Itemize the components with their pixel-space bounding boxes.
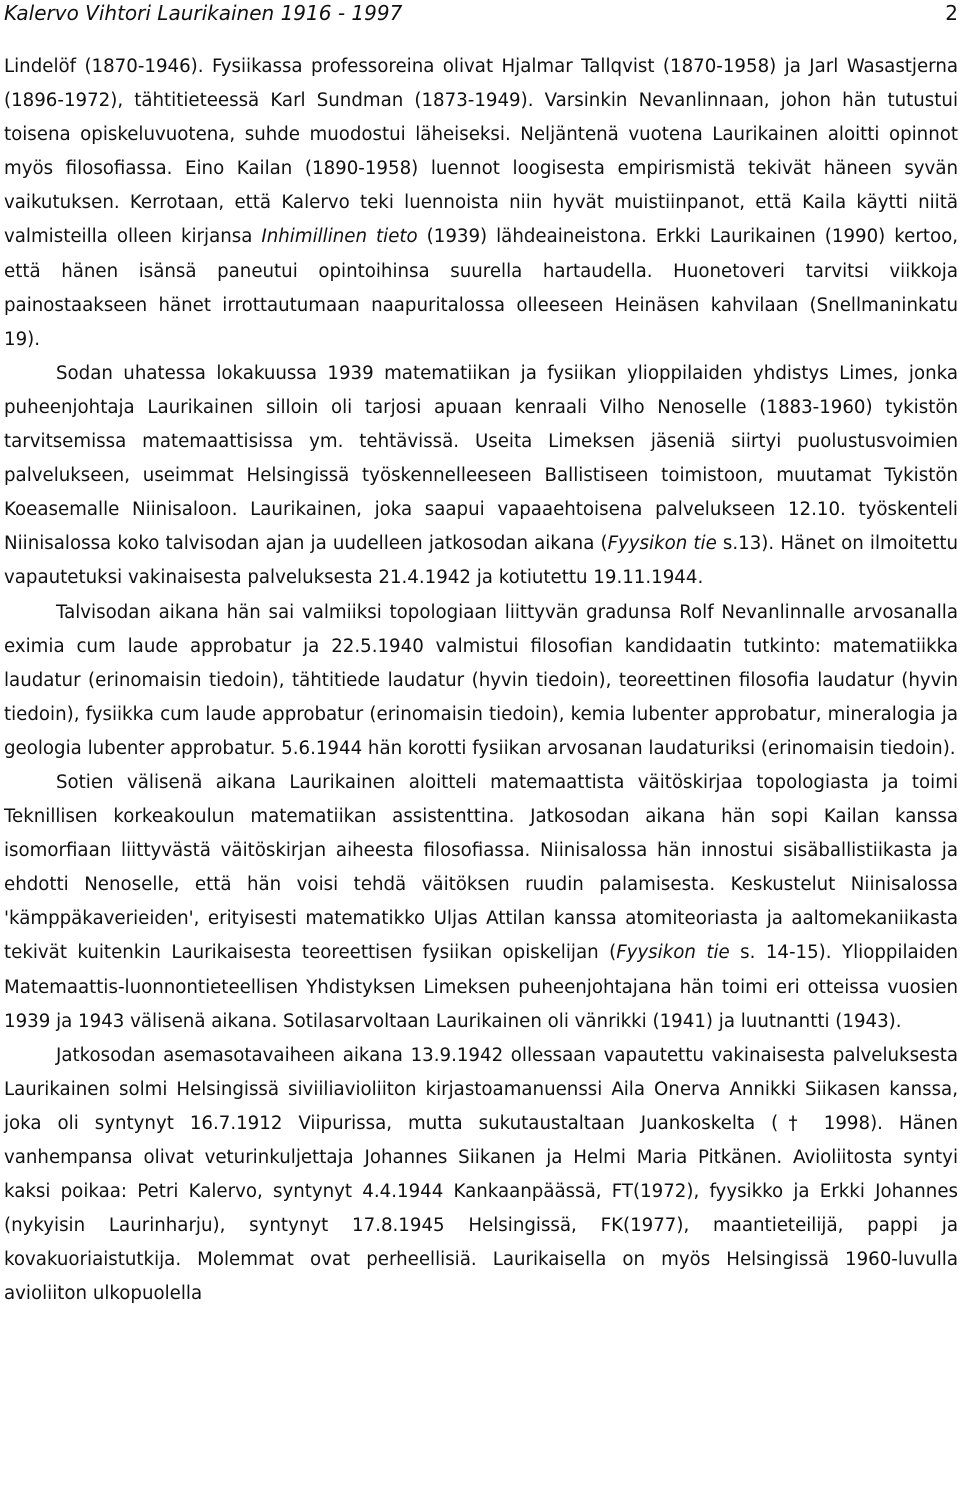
text-run: Lindelöf (1870-1946). Fysiikassa professoreina olivat Hjalmar Tallqvist (1870-1958) ja Jarl Wasastjerna (1896-1972), tähtitieteessä Karl Sundman (1873-1949). Varsinkin Nevanlinnaan, johon hän tutustui toisena opiskeluvuotena, suhde muodostui läheiseksi. Neljäntenä vuotena Laurikainen aloitti opinnot myös filosofiassa. Eino Kailan (1890-1958) luennot loogisesta empirismistä tekivät häneen syvän vaikutuksen. Kerrotaan, että Kalervo teki luennoista niin hyvät muistiinpanot, että Kaila käytti niitä valmisteilla olleen kirjansa bbox=[4, 56, 958, 248]
header-title: Kalervo Vihtori Laurikainen 1916 - 1997 bbox=[4, 1, 403, 25]
body-text bbox=[4, 50, 958, 1311]
text-run: Sodan uhatessa lokakuussa 1939 matematiikan ja fysiikan ylioppilaiden yhdistys Limes, jonka puheenjohtaja Laurikainen silloin oli tarjosi apuaan kenraali Vilho Nenoselle (1883-1960) tykistön tarvitsemissa matemaattisissa ym. tehtävissä. Useita Limeksen jäseniä siirtyi puolustusvoimien palvelukseen, useimmat Helsingissä työskennelleeseen Ballistiseen toimistoon, muutamat Tykistön Koeasemalle Niinisaloon. Laurikainen, joka saapui vapaaehtoisena palvelukseen 12.10. työskenteli Niinisalossa koko talvisodan ajan ja uudelleen jatkosodan aikana ( bbox=[4, 362, 958, 555]
book-title: Fyysikon tie bbox=[616, 942, 730, 964]
paragraph bbox=[4, 1039, 958, 1312]
text-run: s.13). Hänet on ilmoitettu vapautetuksi vakinaisesta palveluksesta 21.4.1942 ja kotiutettu 19.11.1944. bbox=[4, 533, 959, 589]
paragraph bbox=[4, 357, 958, 596]
page-number: 2 bbox=[945, 1, 958, 25]
paragraph bbox=[4, 766, 958, 1039]
paragraph bbox=[4, 596, 958, 766]
text-run: s. 14-15). Ylioppilaiden Matemaattis-luonnontieteellisen Yhdistyksen Limeksen puheenjohtajana hän toimi eri otteissa vuosien 1939 ja 1943 välisenä aikana. Sotilasarvoltaan Laurikainen oli vänrikki (1941) ja luutnantti (1943). bbox=[4, 942, 958, 1032]
document-page bbox=[4, 0, 958, 1311]
paragraph bbox=[4, 50, 958, 357]
text-run: (1939) lähdeaineistona. Erkki Laurikainen (1990) kertoo, että hänen isänsä paneutui opintoihinsa suurella hartaudella. Huonetoveri tarvitsi viikkoja painostaakseen hänet irrottautumaan naapuritalossa olleeseen Heinäsen kahvilaan (Snellmaninkatu 19). bbox=[4, 226, 958, 350]
book-title: Fyysikon tie bbox=[607, 533, 717, 555]
text-run: Sotien välisenä aikana Laurikainen aloitteli matemaattista väitöskirjaa topologiasta ja toimi Teknillisen korkeakoulun matematiikan assistenttina. Jatkosodan aikana hän sopi Kailan kanssa isomorfiaan liittyvästä väitöskirjan aiheesta filosofiassa. Niinisalossa hän innostui sisäballistiikasta ja ehdotti Nenoselle, että hän voisi tehdä väitöksen ruudin palamisesta. Keskustelut Niinisalossa 'kämppäkaverieiden', erityisesti matematikko Uljas Attilan kanssa atomiteoriasta ja aaltomekaniikasta tekivät kuitenkin Laurikaisesta teoreettisen fysiikan opiskelijan ( bbox=[4, 771, 958, 964]
text-run: Jatkosodan asemasotavaiheen aikana 13.9.1942 ollessaan vapautettu vakinaisesta palveluksesta Laurikainen solmi Helsingissä siviiliavioliiton kirjastoamanuenssi Aila Onerva Annikki Siikasen kanssa, joka oli syntynyt 16.7.1912 Viipurissa, mutta sukutaustaltaan Juankoskelta († 1998). Hänen vanhempansa olivat veturinkuljettaja Johannes Siikanen ja Helmi Maria Pitkänen. Avioliitosta syntyi kaksi poikaa: Petri Kalervo, syntynyt 4.4.1944 Kankaanpäässä, FT(1972), fyysikko ja Erkki Johannes (nykyisin Laurinharju), syntynyt 17.8.1945 Helsingissä, FK(1977), maantieteilijä, pappi ja kovakuoriaistutkija. Molemmat ovat perheellisiä. Laurikaisella on myös Helsingissä 1960-luvulla avioliiton ulkopuolella bbox=[4, 1044, 958, 1305]
running-header bbox=[4, 0, 958, 26]
text-run: Talvisodan aikana hän sai valmiiksi topologiaan liittyvän gradunsa Rolf Nevanlinnalle arvosanalla eximia cum laude approbatur ja 22.5.1940 valmistui filosofian kandidaatin tutkinto: matematiikka laudatur (erinomaisin tiedoin), tähtitiede laudatur (hyvin tiedoin), teoreettinen filosofia laudatur (hyvin tiedoin), fysiikka cum laude approbatur (erinomaisin tiedoin), kemia lubenter approbatur, mineralogia ja geologia lubenter approbatur. 5.6.1944 hän korotti fysiikan arvosanan laudaturiksi (erinomaisin tiedoin). bbox=[4, 601, 958, 759]
book-title: Inhimillinen tieto bbox=[261, 226, 418, 248]
